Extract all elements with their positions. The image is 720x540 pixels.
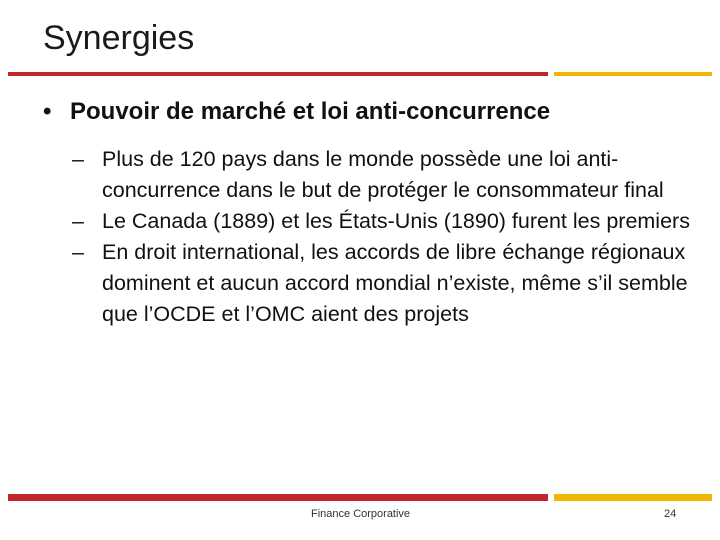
footer-rule-red (8, 494, 548, 501)
page-number: 24 (664, 508, 677, 520)
dash-marker: – (72, 240, 84, 264)
sub-bullet-text: En droit international, les accords de libre échange régionaux dominent et aucun accord mondial n’existe, même s’il semble que l’OCDE et l’OMC aient des projets (102, 240, 688, 326)
title-rule-yellow (554, 72, 712, 76)
dash-marker: – (72, 209, 84, 233)
sub-bullet-text: Le Canada (1889) et les États-Unis (1890) furent les premiers (102, 209, 690, 233)
sub-bullet-text: Plus de 120 pays dans le monde possède une loi anti-concurrence dans le but de protéger le consommateur final (102, 147, 664, 202)
main-bullet (43, 96, 693, 128)
sub-bullet-item (72, 237, 692, 330)
main-bullet-text: Pouvoir de marché et loi anti-concurrence (70, 98, 551, 125)
slide-title: Synergies (43, 19, 195, 57)
footer-label: Finance Corporative (311, 508, 411, 520)
title-rule-red (8, 72, 548, 76)
sub-bullet-item (72, 206, 692, 237)
footer-rule-yellow (554, 494, 712, 501)
bullet-marker: • (43, 98, 52, 125)
dash-marker: – (72, 147, 84, 171)
sub-bullet-item (72, 144, 692, 206)
sub-bullet-list (72, 144, 692, 330)
